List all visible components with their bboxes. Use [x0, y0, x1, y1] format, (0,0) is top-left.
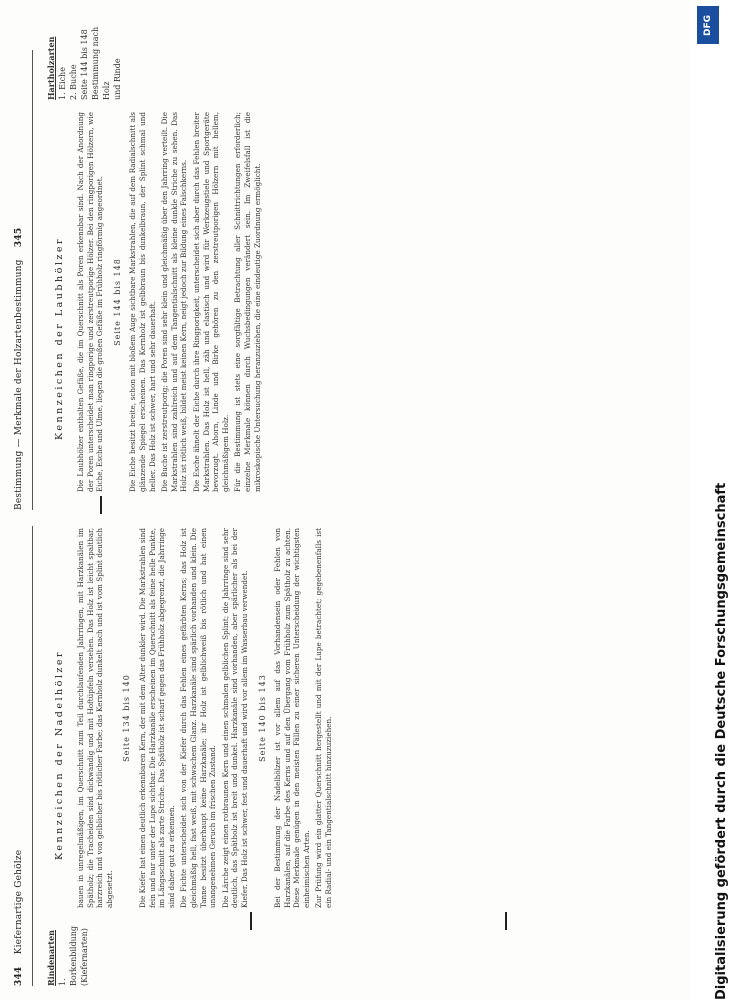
- margin-mark: [250, 912, 252, 930]
- paragraph: Die Lärche zeigt einen rotbraunen Kern und einen schmalen gelblichen Splint; die Jahrringe sind sehr deutlich, das Spätholz ist breit und dunkel. Harzkanäle sind vorhanden, aber spärlicher als bei der Kiefer. Das Holz ist schwer, fest und dauerhaft und wird vor allem im Wasserbau verwendet.: [220, 528, 249, 908]
- paragraph: Zur Prüfung wird ein glatter Querschnitt hergestellt und mit der Lupe betrachtet; gegebenenfalls ist ein Radial- und ein Tangentialschnitt hinzuzuziehen.: [314, 528, 334, 908]
- running-title-left: Kiefernartige Gehölze: [14, 849, 24, 955]
- paragraph: Die Buche ist zerstreutporig; die Poren sind sehr klein und gleichmäßig über den Jahrring verteilt. Die Markstrahlen sind zahlreich und auf dem Tangentialschnitt als kleine dunkle Striche zu sehen. Das Holz ist rötlich weiß, bildet meist keinen Kern, neigt jedoch zur Bildung eines Falschkerns.: [160, 112, 189, 492]
- margin-notes-left: [46, 916, 90, 986]
- paragraph: Die Esche ähnelt der Eiche durch ihre Ringporigkeit, unterscheidet sich aber durch das Fehlen breiter Markstrahlen. Das Holz ist hell, zäh und elastisch und wird für Werkzeugstiele und Sportgeräte bevorzugt. Ahorn, Linde und Birke gehören zu den zerstreutporigen Hölzern mit hellem, gleichmäßigem Holz.: [191, 112, 230, 492]
- margin-notes-right: [46, 10, 123, 100]
- section-heading: Seite 134 bis 140: [122, 674, 132, 762]
- margin-item: 1. Eiche: [58, 67, 67, 100]
- column-text-left: [76, 528, 337, 908]
- paragraph: Die Eiche besitzt breite, schon mit bloßem Auge sichtbare Markstrahlen, die auf dem Radialschnitt als glänzende Spiegel erscheinen. Das Kernholz ist gelbbraun bis dunkelbraun, der Splint schmal und heller. Das Holz ist schwer, hart und sehr dauerhaft.: [128, 112, 157, 492]
- margin-heading: Rindenarten: [46, 929, 56, 986]
- running-title-right: Bestimmung — Merkmale der Holzartenbestimmung: [14, 259, 24, 510]
- page-number-right: 345: [14, 227, 24, 248]
- margin-item: Hartholzarten: [46, 36, 56, 100]
- column-text-right: [76, 112, 265, 492]
- paragraph: bauen in unregelmäßigen, im Querschnitt zum Teil durchlaufenden Jahrringen, mit Harzkanälen im Spätholz; die Tracheiden sind dickwandig und mit Hoftüpfeln versehen. Das Holz ist leicht spaltbar, harzreich und von gelblicher bis rötlicher Farbe; das Kernholz dunkelt nach und ist vom Splint deutlich abgesetzt.: [76, 528, 114, 908]
- dfg-logo: DFG: [697, 6, 719, 44]
- header-rule-left: [32, 526, 33, 986]
- running-header-right: [14, 228, 24, 510]
- paragraph: Die Laubhölzer enthalten Gefäße, die im Querschnitt als Poren erkennbar sind. Nach der Anordnung der Poren unterscheidet man ringporige und zerstreutporige Hölzer. Bei den ringporigen Hölzern, wie Eiche, Esche und Ulme, liegen die großen Gefäße im Frühholz ringförmig angeordnet.: [76, 112, 105, 492]
- paragraph: Bei der Bestimmung der Nadelhölzer ist vor allem auf das Vorhandensein oder Fehlen von Harzkanälen, auf die Farbe des Kerns und auf den Übergang vom Frühholz zum Spätholz zu achten. Diese Merkmale genügen in den meisten Fällen zu einer sicheren Unterscheidung der wichtigsten einheimischen Arten.: [273, 528, 311, 908]
- section-heading: Seite 140 bis 143: [257, 674, 267, 762]
- column-heading-left: Kennzeichen der Nadelhölzer: [54, 649, 65, 860]
- margin-item: 2. Buche: [69, 64, 78, 100]
- page-number-left: 344: [14, 966, 24, 986]
- margin-mark: [505, 912, 507, 930]
- running-header-left: [14, 850, 24, 986]
- margin-item: und Rinde: [113, 58, 122, 100]
- margin-item: Bestimmung nach Holz: [91, 26, 111, 100]
- paragraph: Für die Bestimmung ist stets eine sorgfältige Betrachtung aller Schnittrichtungen erforderlich; einzelne Merkmale können durch Wuchsbedingungen verändert sein. Im Zweifelsfall ist die mikroskopische Untersuchung heranzuziehen, die eine eindeutige Zuordnung ermöglicht.: [233, 112, 262, 492]
- banner-text: Digitalisierung gefördert durch die Deutsche Forschungsgemeinschaft: [714, 482, 729, 1000]
- paragraph: Die Kiefer hat einen deutlich erkennbaren Kern, der mit dem Alter dunkler wird. Die Markstrahlen sind fein und nur unter der Lupe sichtbar. Die Harzkanäle erscheinen im Querschnitt als feine helle Punkte, im Längsschnitt als zarte Striche. Das Spätholz ist scharf gegen das Frühholz abgegrenzt, die Jahrringe sind daher gut zu erkennen.: [137, 528, 176, 908]
- column-heading-right: Kennzeichen der Laubhölzer: [54, 236, 65, 440]
- header-rule-right: [32, 50, 33, 510]
- margin-item: 1. Borkenbildung: [58, 925, 78, 986]
- margin-item: Seite 144 bis 148: [80, 29, 89, 100]
- margin-item: (Kiefernarten): [80, 928, 89, 986]
- digitization-banner: [690, 0, 729, 1000]
- margin-mark: [100, 496, 102, 514]
- paragraph: Die Fichte unterscheidet sich von der Kiefer durch das Fehlen eines gefärbten Kerns; das Holz ist gleichmäßig hell, fast weiß, mit schwachem Glanz. Harzkanäle sind spärlich vorhanden und klein. Die Tanne besitzt überhaupt keine Harzkanäle; ihr Holz ist gelblichweiß bis rötlich und hat einen unangenehmen Geruch im frischen Zustand.: [179, 528, 218, 908]
- section-heading: Seite 144 bis 148: [112, 258, 122, 346]
